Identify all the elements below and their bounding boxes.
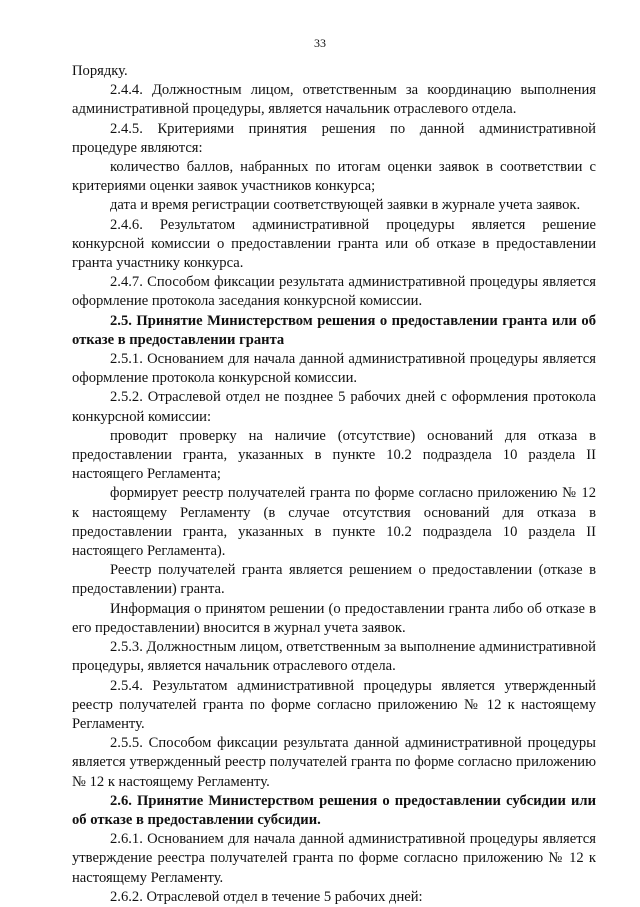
paragraph: 2.5.1. Основанием для начала данной административной процедуры является оформление протокола конкурсной комиссии. bbox=[72, 351, 596, 387]
paragraph: 2.4.4. Должностным лицом, ответственным за координацию выполнения административной процедуры, является начальник отраслевого отдела. bbox=[72, 82, 596, 118]
paragraph: 2.5.2. Отраслевой отдел не позднее 5 рабочих дней с оформления протокола конкурсной комиссии: bbox=[72, 389, 596, 425]
paragraph: Порядку. bbox=[72, 63, 128, 79]
paragraph: Реестр получателей гранта является решением о предоставлении (отказе в предоставлении) гранта. bbox=[72, 562, 596, 598]
paragraph: формирует реестр получателей гранта по форме согласно приложению № 12 к настоящему Регламенту (в случае отсутствия оснований для отказа в предоставлении гранта, указанных в пункте 10.2 подраздела 10 раздела II настоящего Регламента). bbox=[72, 485, 596, 560]
paragraph: дата и время регистрации соответствующей заявки в журнале учета заявок. bbox=[110, 197, 581, 214]
paragraph: 2.4.5. Критериями принятия решения по данной административной процедуре являются: bbox=[72, 120, 596, 156]
paragraph: 2.6.2. Отраслевой отдел в течение 5 рабочих дней: bbox=[110, 888, 423, 905]
document-body bbox=[72, 62, 596, 907]
section-heading: 2.5. Принятие Министерством решения о предоставлении гранта или об отказе в предоставлении гранта bbox=[72, 312, 596, 348]
section-heading: 2.6. Принятие Министерством решения о предоставлении субсидии или об отказе в предоставлении субсидии. bbox=[72, 792, 596, 828]
paragraph: 2.5.5. Способом фиксации результата данной административной процедуры является утвержденный реестр получателей гранта по форме согласно приложению № 12 к настоящему Регламенту. bbox=[72, 735, 596, 790]
paragraph: 2.5.3. Должностным лицом, ответственным за выполнение административной процедуры, является начальник отраслевого отдела. bbox=[72, 639, 596, 675]
paragraph: 2.4.6. Результатом административной процедуры является решение конкурсной комиссии о предоставлении гранта или об отказе в предоставлении гранта участнику конкурса. bbox=[72, 216, 596, 272]
paragraph: проводит проверку на наличие (отсутствие) оснований для отказа в предоставлении гранта, указанных в пункте 10.2 подраздела 10 раздела II настоящего Регламента; bbox=[72, 427, 596, 483]
paragraph: Информация о принятом решении (о предоставлении гранта либо об отказе в его предоставлении) вносится в журнал учета заявок. bbox=[72, 600, 596, 636]
paragraph: количество баллов, набранных по итогам оценки заявок в соответствии с критериями оценки заявок участников конкурса; bbox=[72, 159, 596, 195]
page-number: 33 bbox=[314, 36, 326, 50]
paragraph: 2.6.1. Основанием для начала данной административной процедуры является утверждение реестра получателей гранта по форме согласно приложению № 12 к настоящему Регламенту. bbox=[72, 831, 596, 886]
paragraph: 2.5.4. Результатом административной процедуры является утвержденный реестр получателей гранта по форме согласно приложению № 12 к настоящему Регламенту. bbox=[72, 677, 596, 732]
paragraph: 2.4.7. Способом фиксации результата административной процедуры является оформление протокола заседания конкурсной комиссии. bbox=[72, 274, 596, 310]
